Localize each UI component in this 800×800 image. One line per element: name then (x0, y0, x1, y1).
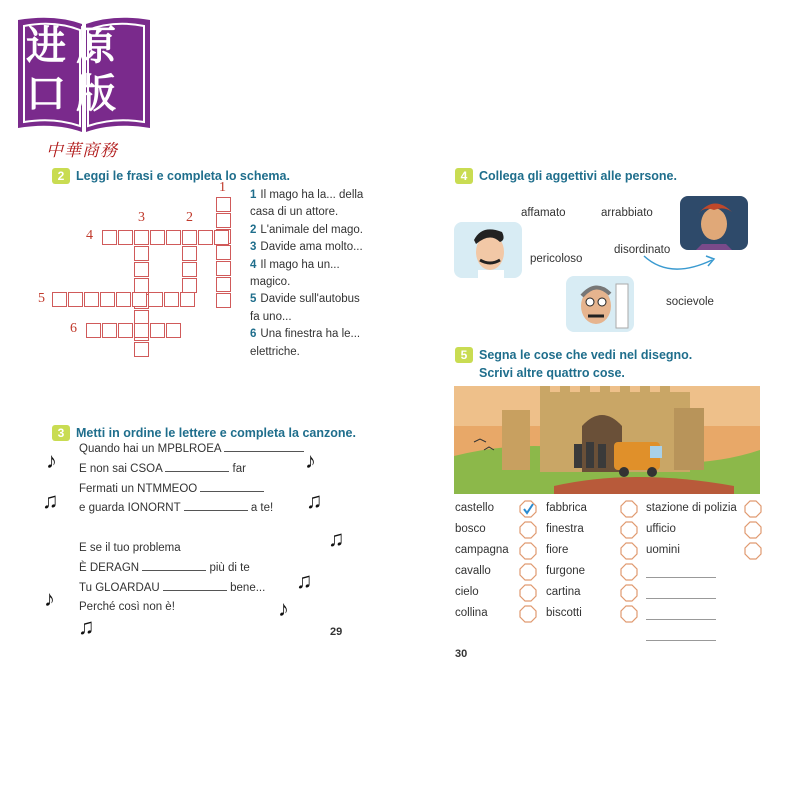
exercise-4-header (455, 167, 677, 185)
crossword-cell[interactable] (116, 292, 131, 307)
checkbox[interactable] (744, 500, 762, 518)
exercise-number: 3 (52, 425, 70, 441)
clue-item: 4 Il mago ha un... magico. (250, 258, 340, 289)
checklist-word: uomini (646, 544, 680, 556)
crossword-cell[interactable] (150, 323, 165, 338)
checkbox[interactable] (519, 605, 537, 623)
answer-blank[interactable] (165, 460, 229, 472)
music-notes-icon: ♫ (78, 614, 95, 639)
checkbox[interactable] (620, 500, 638, 518)
crossword-cell[interactable] (216, 245, 231, 260)
checklist-word: bosco (455, 523, 486, 535)
checkbox[interactable] (620, 521, 638, 539)
crossword-cell[interactable] (182, 230, 197, 245)
exercise-number: 5 (455, 347, 473, 363)
write-in-line[interactable] (646, 577, 716, 578)
checkbox[interactable] (519, 521, 537, 539)
crossword-cell[interactable] (150, 230, 165, 245)
adjective-word[interactable]: disordinato (614, 244, 671, 256)
character-portrait-wizard (680, 196, 748, 250)
song-line: E se il tuo problema (79, 541, 181, 554)
write-in-line[interactable] (646, 619, 716, 620)
checklist-word: ufficio (646, 523, 676, 535)
adjective-word[interactable]: socievole (666, 296, 714, 308)
song-lyrics (79, 440, 304, 621)
answer-blank[interactable] (200, 480, 264, 492)
crossword-cell[interactable] (68, 292, 83, 307)
crossword-cell[interactable] (134, 262, 149, 277)
crossword-cell[interactable] (84, 292, 99, 307)
checklist-word: cielo (455, 586, 479, 598)
music-note-icon: ♪ (46, 448, 57, 473)
checkbox[interactable] (744, 521, 762, 539)
song-line: Quando hai un MPBLROEA (79, 440, 304, 460)
adjective-word[interactable]: affamato (521, 207, 566, 219)
checkbox[interactable] (620, 584, 638, 602)
checklist-word: campagna (455, 544, 509, 556)
crossword-cell[interactable] (134, 323, 149, 338)
checklist-word: finestra (546, 523, 584, 535)
crossword-cell[interactable] (182, 262, 197, 277)
checkbox[interactable] (519, 563, 537, 581)
checkbox[interactable] (744, 542, 762, 560)
crossword-cell[interactable] (216, 197, 231, 212)
music-notes-icon: ♫ (306, 488, 323, 513)
exercise-title: Collega gli aggettivi alle persone. (479, 169, 677, 183)
exercise-title: Metti in ordine le lettere e completa la canzone. (76, 426, 356, 440)
checklist-word: cavallo (455, 565, 491, 577)
crossword-cell[interactable] (216, 277, 231, 292)
music-notes-icon: ♫ (42, 488, 59, 513)
exercise-number: 4 (455, 168, 473, 184)
checkbox[interactable] (519, 584, 537, 602)
crossword-cell[interactable] (134, 246, 149, 261)
music-note-icon: ♪ (305, 448, 316, 473)
crossword-cell[interactable] (214, 230, 229, 245)
song-line: Tu GLOARDAU bene... (79, 579, 304, 599)
checklist-word: cartina (546, 586, 581, 598)
crossword-cell[interactable] (134, 278, 149, 293)
checkbox[interactable] (620, 542, 638, 560)
crossword-cell[interactable] (180, 292, 195, 307)
crossword-number-label: 1 (219, 180, 226, 195)
exercise-title: Segna le cose che vedi nel disegno. (479, 348, 693, 362)
music-note-icon: ♪ (278, 596, 289, 621)
exercise-subtitle: Scrivi altre quattro cose. (479, 366, 625, 380)
clue-item: 3 Davide ama molto... (250, 241, 363, 254)
logo-text: 进原 口版 (26, 23, 126, 117)
song-line: È DERAGN più di te (79, 559, 304, 579)
crossword-clues (250, 187, 370, 361)
character-portrait-angry-man (566, 276, 634, 332)
answer-blank[interactable] (184, 499, 248, 511)
character-portrait-hungry-man (454, 222, 522, 278)
song-line: E non sai CSOA far (79, 460, 304, 480)
exercise-2-header (52, 167, 290, 185)
checklist-word: castello (455, 502, 494, 514)
crossword-cell[interactable] (134, 230, 149, 245)
crossword-cell[interactable] (182, 246, 197, 261)
crossword-cell[interactable] (164, 292, 179, 307)
crossword-cell[interactable] (216, 213, 231, 228)
crossword-number-label: 6 (70, 321, 77, 336)
crossword-cell[interactable] (86, 323, 101, 338)
answer-blank[interactable] (142, 559, 206, 571)
adjective-word[interactable]: pericoloso (530, 253, 583, 265)
page-number-left: 29 (330, 626, 343, 638)
clue-item: 5 Davide sull'autobus fa uno... (250, 293, 360, 323)
clue-item: 2 L'animale del mago. (250, 223, 363, 236)
crossword-cell[interactable] (198, 230, 213, 245)
answer-blank[interactable] (224, 440, 304, 452)
castle-illustration (454, 386, 760, 494)
crossword-cell[interactable] (132, 292, 147, 307)
checked-checkbox[interactable] (519, 500, 537, 518)
answer-blank[interactable] (163, 579, 227, 591)
checklist-word: fabbrica (546, 502, 587, 514)
clue-item: 1 Il mago ha la... della casa di un attore. (250, 189, 364, 219)
music-note-icon: ♪ (44, 586, 55, 611)
checklist-word: furgone (546, 565, 586, 577)
song-line: e guarda IONORNT a te! (79, 499, 304, 519)
checkbox[interactable] (519, 542, 537, 560)
crossword-cell[interactable] (216, 261, 231, 276)
music-notes-icon: ♫ (296, 568, 313, 593)
write-in-line[interactable] (646, 598, 716, 599)
write-in-line[interactable] (646, 640, 716, 641)
crossword-cell[interactable] (102, 323, 117, 338)
crossword-cell[interactable] (166, 323, 181, 338)
checklist-word: stazione di polizia (646, 502, 737, 514)
crossword-cell[interactable] (118, 230, 133, 245)
checkbox[interactable] (620, 563, 638, 581)
crossword-number-label: 4 (86, 228, 93, 243)
crossword-cell[interactable] (148, 292, 163, 307)
checklist-word: biscotti (546, 607, 582, 619)
checklist-word: collina (455, 607, 488, 619)
crossword-cell[interactable] (52, 292, 67, 307)
crossword-cell[interactable] (118, 323, 133, 338)
crossword-cell[interactable] (102, 230, 117, 245)
crossword-cell[interactable] (216, 293, 231, 308)
music-notes-icon: ♫ (328, 526, 345, 551)
crossword-cell[interactable] (134, 342, 149, 357)
connection-arrow-icon (640, 250, 720, 278)
clue-item: 6 Una finestra ha le... elettriche. (250, 328, 361, 358)
logo-caption: 中華商務 (46, 141, 118, 161)
checkbox[interactable] (620, 605, 638, 623)
adjective-word[interactable]: arrabbiato (601, 207, 653, 219)
crossword-cell[interactable] (100, 292, 115, 307)
exercise-5-header (455, 346, 692, 382)
checklist-word: fiore (546, 544, 569, 556)
crossword-number-label: 3 (138, 210, 145, 225)
song-line: Perché così non è! (79, 601, 175, 614)
exercise-number: 2 (52, 168, 70, 184)
exercise-title: Leggi le frasi e completa lo schema. (76, 169, 290, 183)
crossword-cell[interactable] (182, 278, 197, 293)
crossword-cell[interactable] (166, 230, 181, 245)
crossword-number-label: 5 (38, 291, 45, 306)
crossword-number-label: 2 (186, 210, 193, 225)
song-line: Fermati un NTMMEOO (79, 480, 304, 500)
page-number-right: 30 (455, 648, 468, 660)
